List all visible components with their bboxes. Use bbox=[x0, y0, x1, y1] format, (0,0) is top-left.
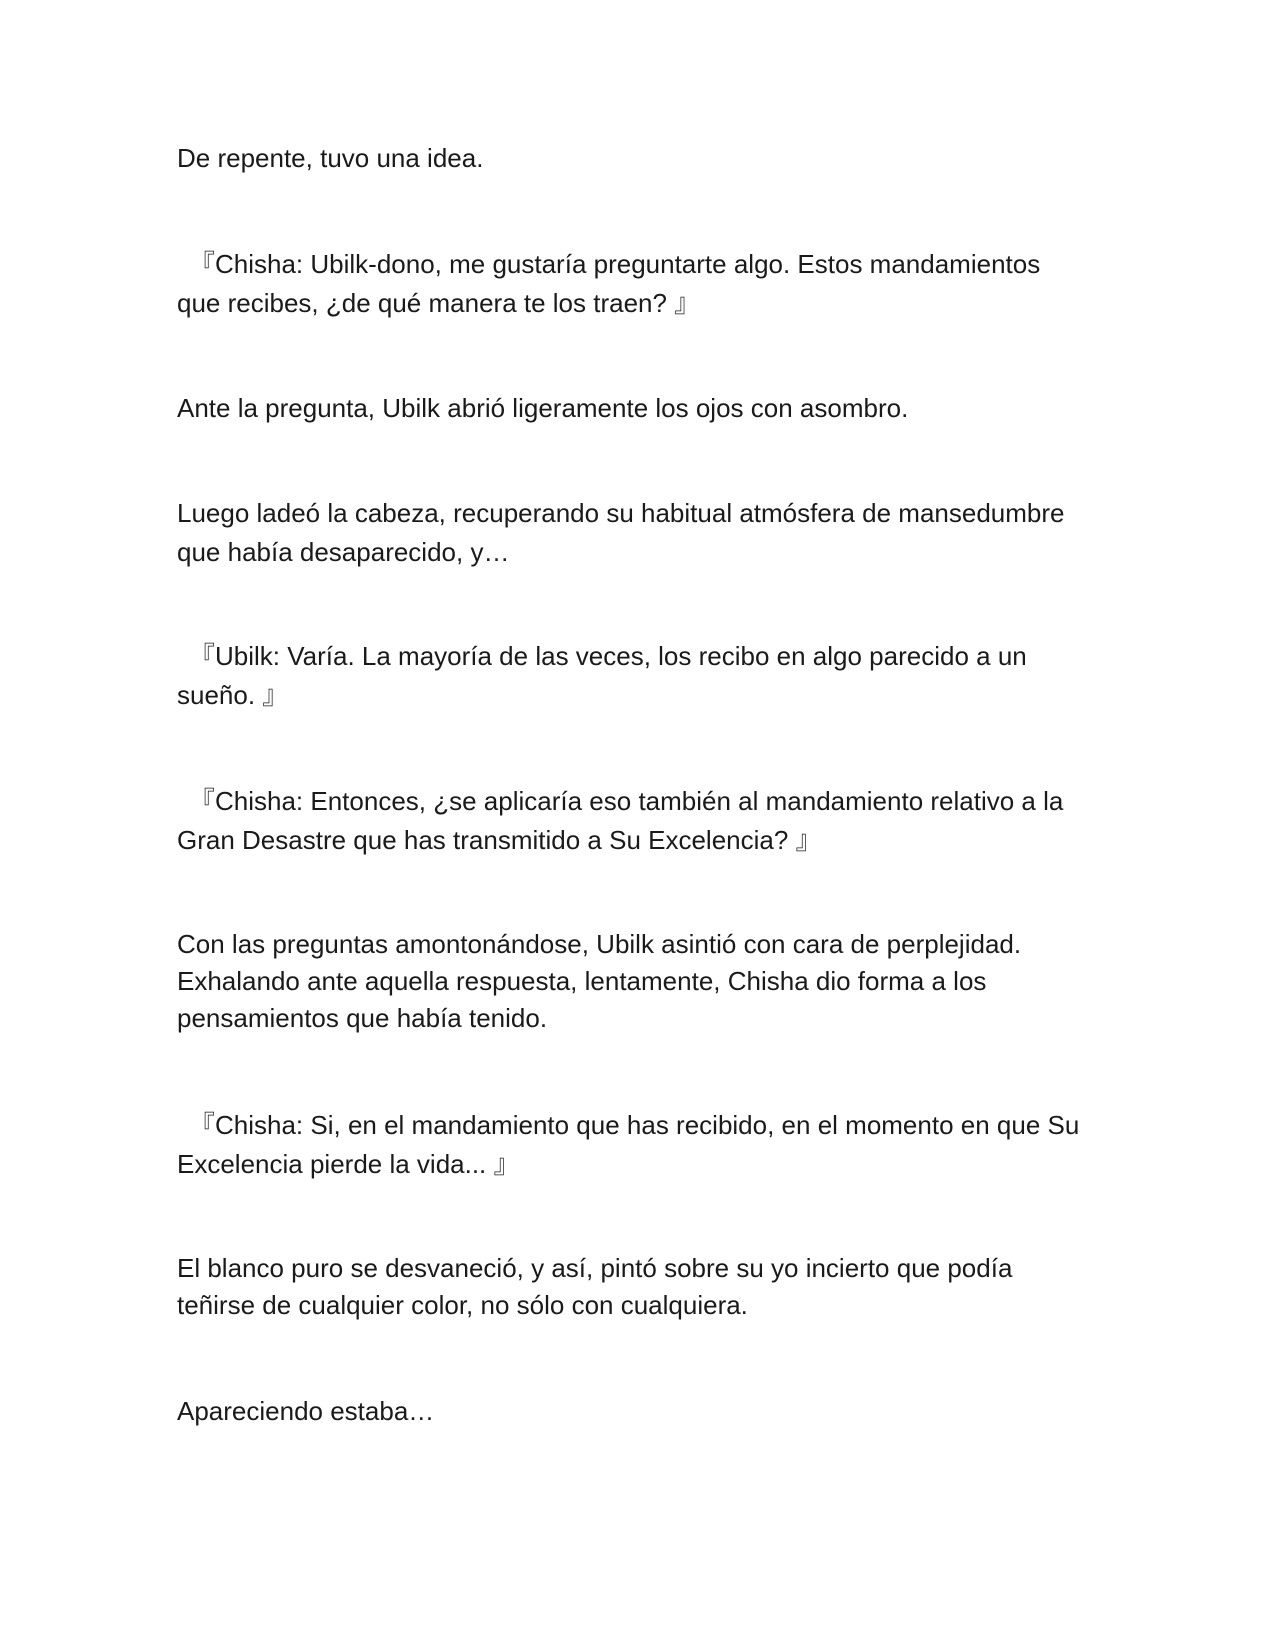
text-line: que había desaparecido, y… bbox=[177, 537, 510, 567]
dialogue-paragraph bbox=[177, 637, 1097, 715]
dialogue-paragraph bbox=[177, 1106, 1097, 1184]
text-line: 『Ubilk: Varía. La mayoría de las veces, los recibo en algo parecido a un bbox=[189, 641, 1027, 671]
text-line: Gran Desastre que has transmitido a Su Excelencia? 』 bbox=[177, 825, 822, 855]
paragraph bbox=[177, 1392, 1097, 1431]
paragraph bbox=[177, 139, 1097, 178]
text-line: teñirse de cualquier color, no sólo con cualquiera. bbox=[177, 1290, 748, 1320]
paragraph bbox=[177, 389, 1097, 428]
text-line: Exhalando ante aquella respuesta, lentamente, Chisha dio forma a los bbox=[177, 966, 987, 996]
text-line: Apareciendo estaba… bbox=[177, 1396, 435, 1426]
text-line: El blanco puro se desvaneció, y así, pintó sobre su yo incierto que podía bbox=[177, 1253, 1013, 1283]
text-line: Luego ladeó la cabeza, recuperando su habitual atmósfera de mansedumbre bbox=[177, 498, 1065, 528]
text-line: 『Chisha: Ubilk-dono, me gustaría preguntarte algo. Estos mandamientos bbox=[189, 249, 1041, 279]
paragraph bbox=[177, 494, 1097, 572]
text-line: pensamientos que había tenido. bbox=[177, 1003, 548, 1033]
dialogue-paragraph bbox=[177, 245, 1097, 323]
text-line: 『Chisha: Si, en el mandamiento que has recibido, en el momento en que Su bbox=[189, 1110, 1080, 1140]
paragraph bbox=[177, 1250, 1097, 1324]
text-line: De repente, tuvo una idea. bbox=[177, 143, 484, 173]
dialogue-paragraph bbox=[177, 782, 1097, 860]
text-line: Excelencia pierde la vida... 』 bbox=[177, 1149, 520, 1179]
text-line: que recibes, ¿de qué manera te los traen? 』 bbox=[177, 288, 701, 318]
text-line: 『Chisha: Entonces, ¿se aplicaría eso también al mandamiento relativo a la bbox=[189, 786, 1064, 816]
paragraph bbox=[177, 926, 1097, 1037]
text-line: Ante la pregunta, Ubilk abrió ligeramente los ojos con asombro. bbox=[177, 393, 909, 423]
text-line: sueño. 』 bbox=[177, 680, 289, 710]
text-line: Con las preguntas amontonándose, Ubilk asintió con cara de perplejidad. bbox=[177, 929, 1022, 959]
